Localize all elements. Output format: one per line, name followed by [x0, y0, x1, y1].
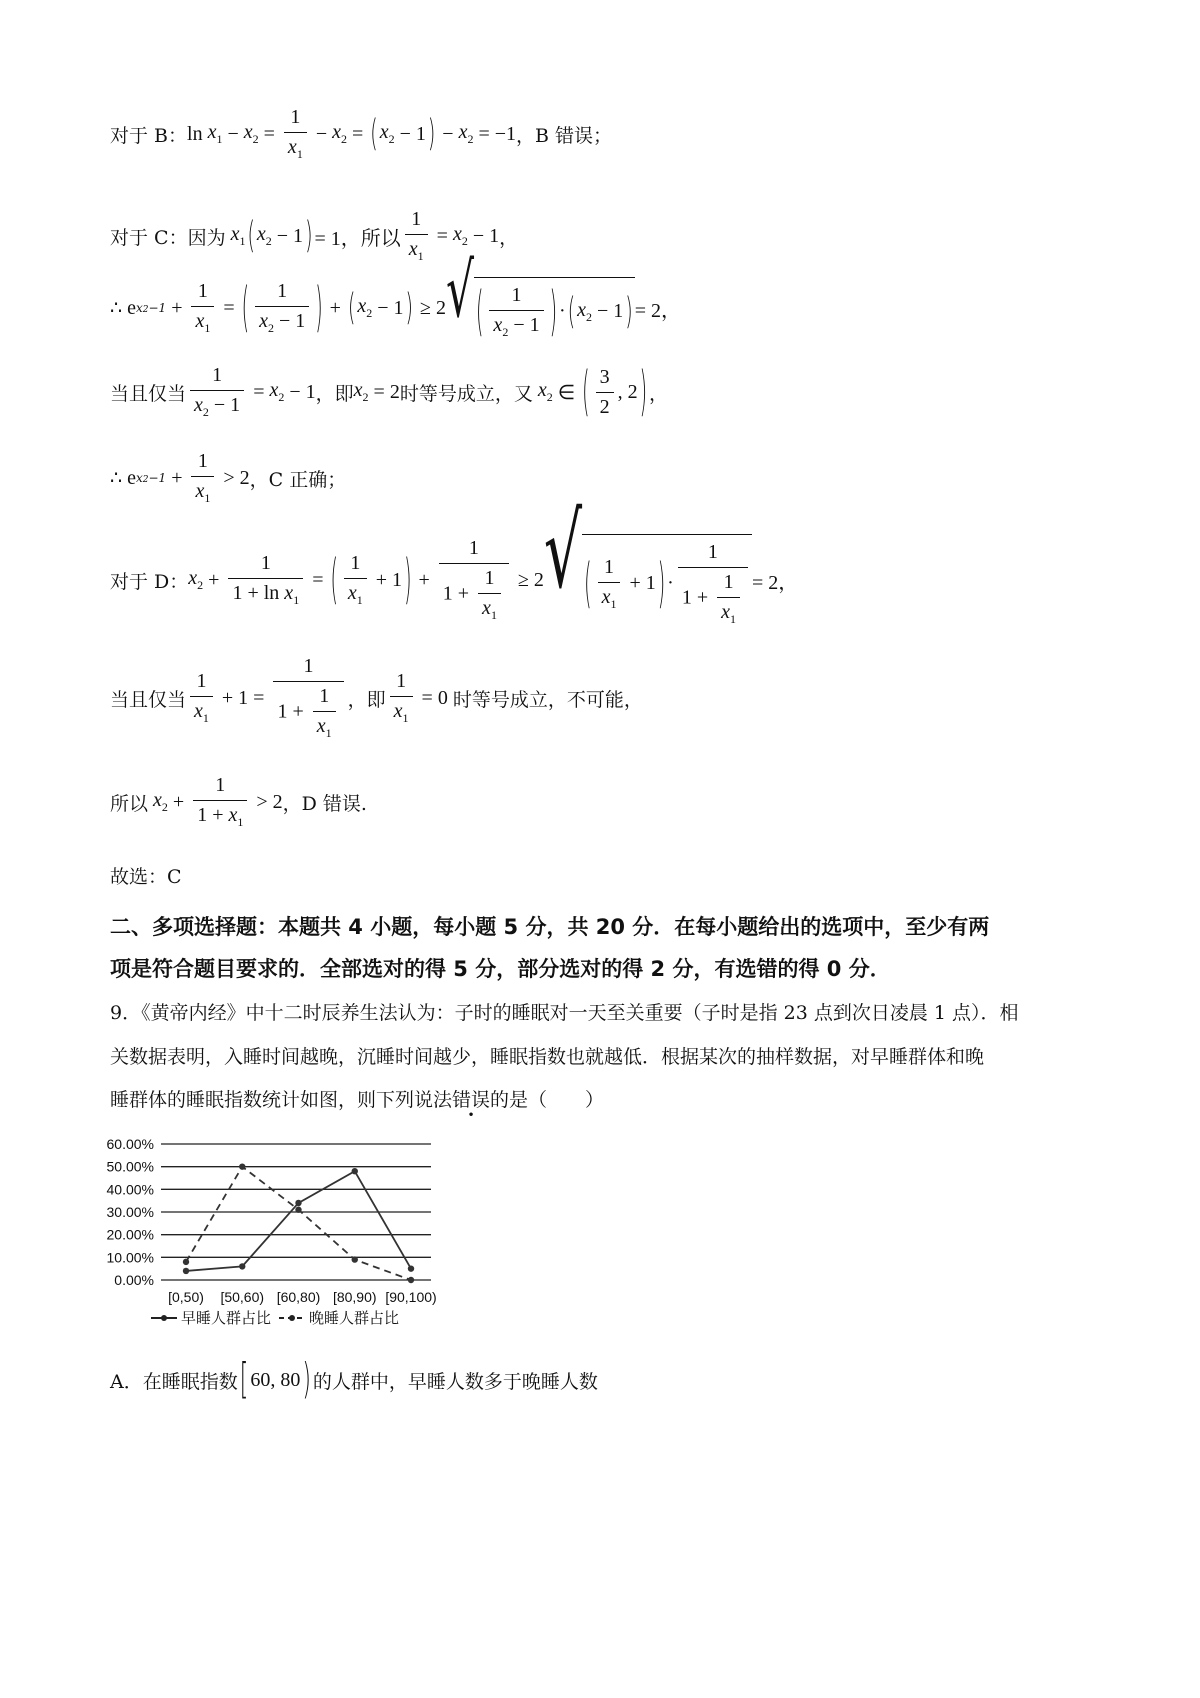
- y-tick-label: 0.00%: [114, 1272, 154, 1288]
- y-tick-label: 50.00%: [106, 1158, 154, 1175]
- question-9-line-1: 9．《黄帝内经》中十二时辰养生法认为：子时的睡眠对一天至关重要（子时是指 23 点到次日凌晨 1 点）．相: [110, 1001, 1019, 1024]
- y-tick-label: 60.00%: [106, 1136, 154, 1152]
- late-sleep-series-line: [186, 1167, 411, 1280]
- early-sleep-point: [295, 1200, 301, 1206]
- early-sleep-point: [408, 1265, 414, 1271]
- question-9-line-3: [110, 1083, 604, 1113]
- option-c-equals-2: = 2，: [634, 299, 681, 322]
- emphasized-word: 错误 ·: [452, 1085, 490, 1112]
- x-tick-label: [60,80): [276, 1289, 321, 1305]
- early-sleep-point: [239, 1263, 245, 1269]
- therefore-symbol: ∴: [110, 467, 123, 489]
- option-a-line: A．在睡眠指数 [ 60, 80 ) 的人群中，早睡人数多于晚睡人数: [110, 1356, 598, 1404]
- x-tick-label: [50,60): [220, 1289, 265, 1305]
- condition-text: 时等号成立，又: [399, 382, 533, 405]
- section-heading-line-1: 二、多项选择题：本题共 4 小题，每小题 5 分，共 20 分．在每小题给出的选项中，至少有两: [110, 915, 990, 939]
- late-sleep-point: [408, 1277, 414, 1283]
- condition-text: 时等号成立，不可能，: [452, 688, 643, 711]
- option-b-line: 对于 B： ln $x_1$ − $x_2$ = $\frac{1}{x_1}$ − $x_2$ = ( $x_2$ − 1 ) − $x_2$ = −1 ，B 错误；: [110, 106, 613, 161]
- question-9-text: 睡群体的睡眠指数统计如图，则下列说法: [110, 1088, 453, 1111]
- y-tick-label: 40.00%: [106, 1181, 154, 1198]
- sleep-index-line-chart: [96, 1130, 476, 1340]
- option-c-equality-condition: 当且仅当 $\frac{1}{x_2 - 1}$ = $x_2$ − 1 ，即 $x_2$ = 2 时等号成立，又 $x_2$ ∈ ( $\frac{3}{2}$ , 2 ) ，: [110, 361, 669, 423]
- option-c-result: ，C 正确；: [249, 468, 347, 491]
- legend-marker: [289, 1315, 295, 1321]
- question-9-line-2: 关数据表明，入睡时间越晚，沉睡时间越少，睡眠指数也就越低．根据某次的抽样数据，对早睡群体和晚: [110, 1045, 985, 1068]
- option-a-interval-values: 60, 80: [250, 1368, 301, 1391]
- option-c-tail: ，: [499, 226, 519, 249]
- y-tick-label: 30.00%: [106, 1204, 154, 1220]
- early-sleep-point: [352, 1168, 358, 1174]
- late-sleep-point: [352, 1256, 358, 1262]
- late-sleep-point: [295, 1207, 301, 1213]
- early-sleep-series-line: [186, 1171, 411, 1271]
- condition-text: 当且仅当: [110, 688, 187, 711]
- conclusion-text: ，D 错误.: [282, 792, 367, 815]
- condition-text: ，即: [347, 688, 386, 711]
- option-d-equality-condition: 当且仅当 $\frac{1}{x_1}$ + 1 = 1 1 + $\frac{1}{x_1}$ ，即 $\frac{1}{x_1}$ = 0 时等号成立，不可能，: [110, 655, 643, 740]
- option-d-line: 对于 D： $x_2$ + $\frac{1}{1 + \ln x_1}$ = ( $\frac{1}{x_1}$ + 1 ) + 1 1 + $\frac{1}{x_1}$ ≥ 2 √ ( $\frac{1}{x_1}$ + 1 ) · 1 1 + $\frac{1}{x_1}$ = 2，: [110, 492, 799, 626]
- option-a-text: 的人群中，早睡人数多于晚睡人数: [312, 1370, 598, 1393]
- x-tick-label: [80,90): [332, 1289, 377, 1305]
- option-b-result: ，B 错误；: [516, 124, 613, 147]
- option-c-label: 对于 C：因为: [110, 226, 226, 249]
- option-b-label: 对于 B：: [110, 124, 188, 147]
- late-sleep-point: [239, 1163, 245, 1169]
- y-tick-label: 10.00%: [106, 1249, 154, 1266]
- early-sleep-point: [183, 1268, 189, 1274]
- option-c-inequality: ∴ e x2−1 + $\frac{1}{x_1}$ = ( $\frac{1}{x_2 - 1}$ ) + ( $x_2$ − 1 ) ≥ 2 √ ( $\frac{1}{x_2 - 1}$ ) · ( $x_2$ − 1 ) = 2，: [110, 247, 681, 343]
- condition-text: 当且仅当: [110, 382, 187, 405]
- y-tick-label: 20.00%: [106, 1226, 154, 1243]
- section-heading-line-2: 项是符合题目要求的．全部选对的得 5 分，部分选对的得 2 分，有选错的得 0 分．: [110, 957, 891, 981]
- legend-label: 早睡人群占比: [181, 1310, 272, 1327]
- option-c-eq1: = 1，所以: [314, 227, 401, 250]
- conclusion-text: 所以: [110, 792, 149, 815]
- condition-text: ，: [649, 382, 669, 405]
- x-tick-label: [90,100): [385, 1289, 437, 1305]
- option-d-label: 对于 D：: [110, 570, 189, 593]
- therefore-symbol: ∴: [110, 297, 123, 319]
- legend-label: 晚睡人群占比: [309, 1310, 400, 1327]
- option-a-label: A．在睡眠指数: [110, 1370, 238, 1393]
- option-d-equals-2: = 2，: [752, 571, 799, 594]
- late-sleep-point: [183, 1259, 189, 1265]
- question-9-text: 的是（ ）: [490, 1088, 605, 1111]
- option-d-conclusion: 所以 $x_2$ + $\frac{1}{1 + x_1}$ > 2 ，D 错误.: [110, 774, 367, 829]
- answer-line: 故选：C: [110, 865, 182, 888]
- legend-marker: [161, 1315, 167, 1321]
- option-c-conclusion: ∴ e x2−1 + $\frac{1}{x_1}$ > 2 ，C 正确；: [110, 450, 347, 505]
- x-tick-label: [0,50): [168, 1289, 204, 1305]
- condition-text: ，即: [315, 382, 354, 405]
- option-c-line: 对于 C：因为 $x_1$ ( $x_2$ − 1 ) = 1，所以 $\frac{1}{x_1}$ = $x_2$ − 1 ，: [110, 208, 519, 263]
